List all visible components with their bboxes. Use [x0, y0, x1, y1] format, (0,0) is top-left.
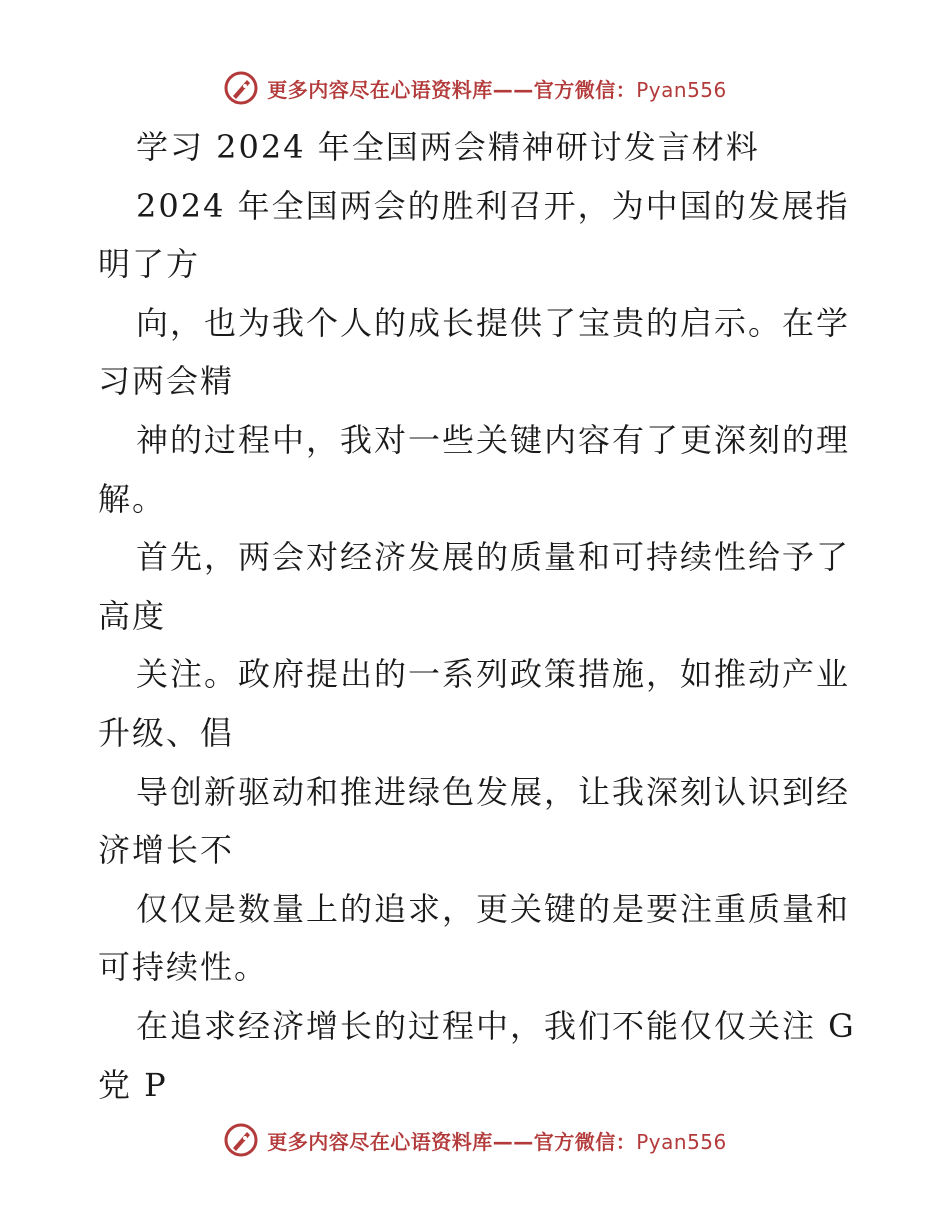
text-line: 仅仅是数量上的追求，更关键的是要注重质量和: [136, 889, 851, 928]
header-wechat-label: 官方微信：: [533, 77, 637, 102]
text-line: 明了方: [98, 245, 201, 284]
text-line: 关注。政府提出的一系列政策措施，如推动产业: [136, 655, 851, 694]
footer-wechat-label: 官方微信：: [533, 1129, 637, 1154]
text-line: 党 P: [98, 1065, 168, 1104]
text-line: 习两会精: [98, 362, 235, 401]
pen-nib-logo-icon: [223, 70, 259, 106]
pen-nib-logo-icon: [223, 1122, 259, 1158]
document-body: [98, 118, 858, 1114]
text-line: 2024 年全国两会的胜利召开，为中国的发展指: [136, 186, 850, 225]
text-line: 可持续性。: [98, 948, 269, 987]
text-line: 解。: [98, 479, 167, 518]
text-line: 神的过程中，我对一些关键内容有了更深刻的理: [136, 420, 851, 459]
text-line: 升级、倡: [98, 713, 235, 752]
text-line: 在追求经济增长的过程中，我们不能仅仅关注 G: [136, 1006, 856, 1045]
text-line: 高度: [98, 596, 167, 635]
footer-brand-text: 更多内容尽在心语资料库: [267, 1129, 493, 1154]
header-watermark: [0, 70, 950, 106]
footer-separator: ——: [492, 1129, 534, 1154]
header-brand: [267, 74, 727, 103]
header-brand-text: 更多内容尽在心语资料库: [267, 77, 493, 102]
footer-wechat-id: Pyan556: [636, 1129, 727, 1154]
header-separator: ——: [492, 77, 534, 102]
footer-brand: [267, 1126, 727, 1155]
text-line: 首先，两会对经济发展的质量和可持续性给予了: [136, 538, 851, 577]
header-wechat-id: Pyan556: [636, 77, 727, 102]
footer-watermark: [0, 1122, 950, 1158]
text-line: 济增长不: [98, 831, 235, 870]
text-line: 向，也为我个人的成长提供了宝贵的启示。在学: [136, 303, 851, 342]
document-title: 学习 2024 年全国两会精神研讨发言材料: [136, 128, 760, 166]
text-line: 导创新驱动和推进绿色发展，让我深刻认识到经: [136, 772, 851, 811]
